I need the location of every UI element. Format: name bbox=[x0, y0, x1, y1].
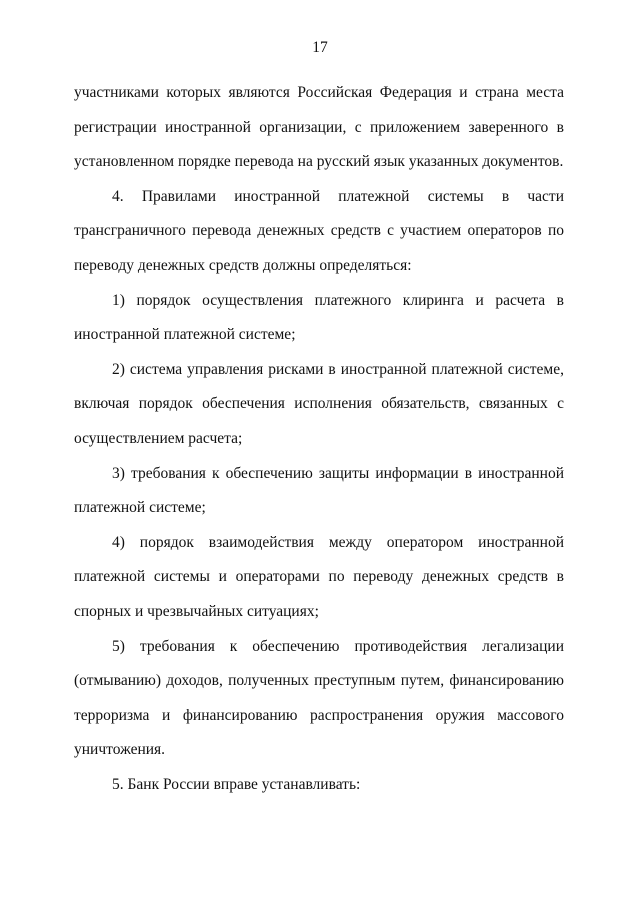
paragraph-subitem-3: 3) требования к обеспечению защиты информации в иностранной платежной системе; bbox=[74, 464, 564, 517]
paragraph-item-5: 5. Банк России вправе устанавливать: bbox=[112, 775, 361, 793]
paragraph-item-4: 4. Правилами иностранной платежной системы в части трансграничного перевода денежных средств с участием операторов по переводу денежных средств должны определяться: bbox=[74, 187, 564, 274]
page-number: 17 bbox=[312, 39, 328, 56]
document-body bbox=[74, 76, 564, 802]
paragraph-subitem-2: 2) система управления рисками в иностранной платежной системе, включая порядок обеспечения исполнения обязательств, связанных с осуществлением расчета; bbox=[74, 360, 564, 447]
paragraph-subitem-1: 1) порядок осуществления платежного клиринга и расчета в иностранной платежной системе; bbox=[74, 291, 564, 344]
paragraph-subitem-4: 4) порядок взаимодействия между оператором иностранной платежной системы и операторами по переводу денежных средств в спорных и чрезвычайных ситуациях; bbox=[74, 533, 564, 620]
paragraph-continuation: участниками которых являются Российская Федерация и страна места регистрации иностранной организации, с приложением заверенного в установленном порядке перевода на русский язык указанных документов. bbox=[74, 84, 564, 171]
paragraph-subitem-5: 5) требования к обеспечению противодействия легализации (отмыванию) доходов, полученных преступным путем, финансированию терроризма и финансированию распространения оружия массового уничтожения. bbox=[74, 637, 564, 759]
